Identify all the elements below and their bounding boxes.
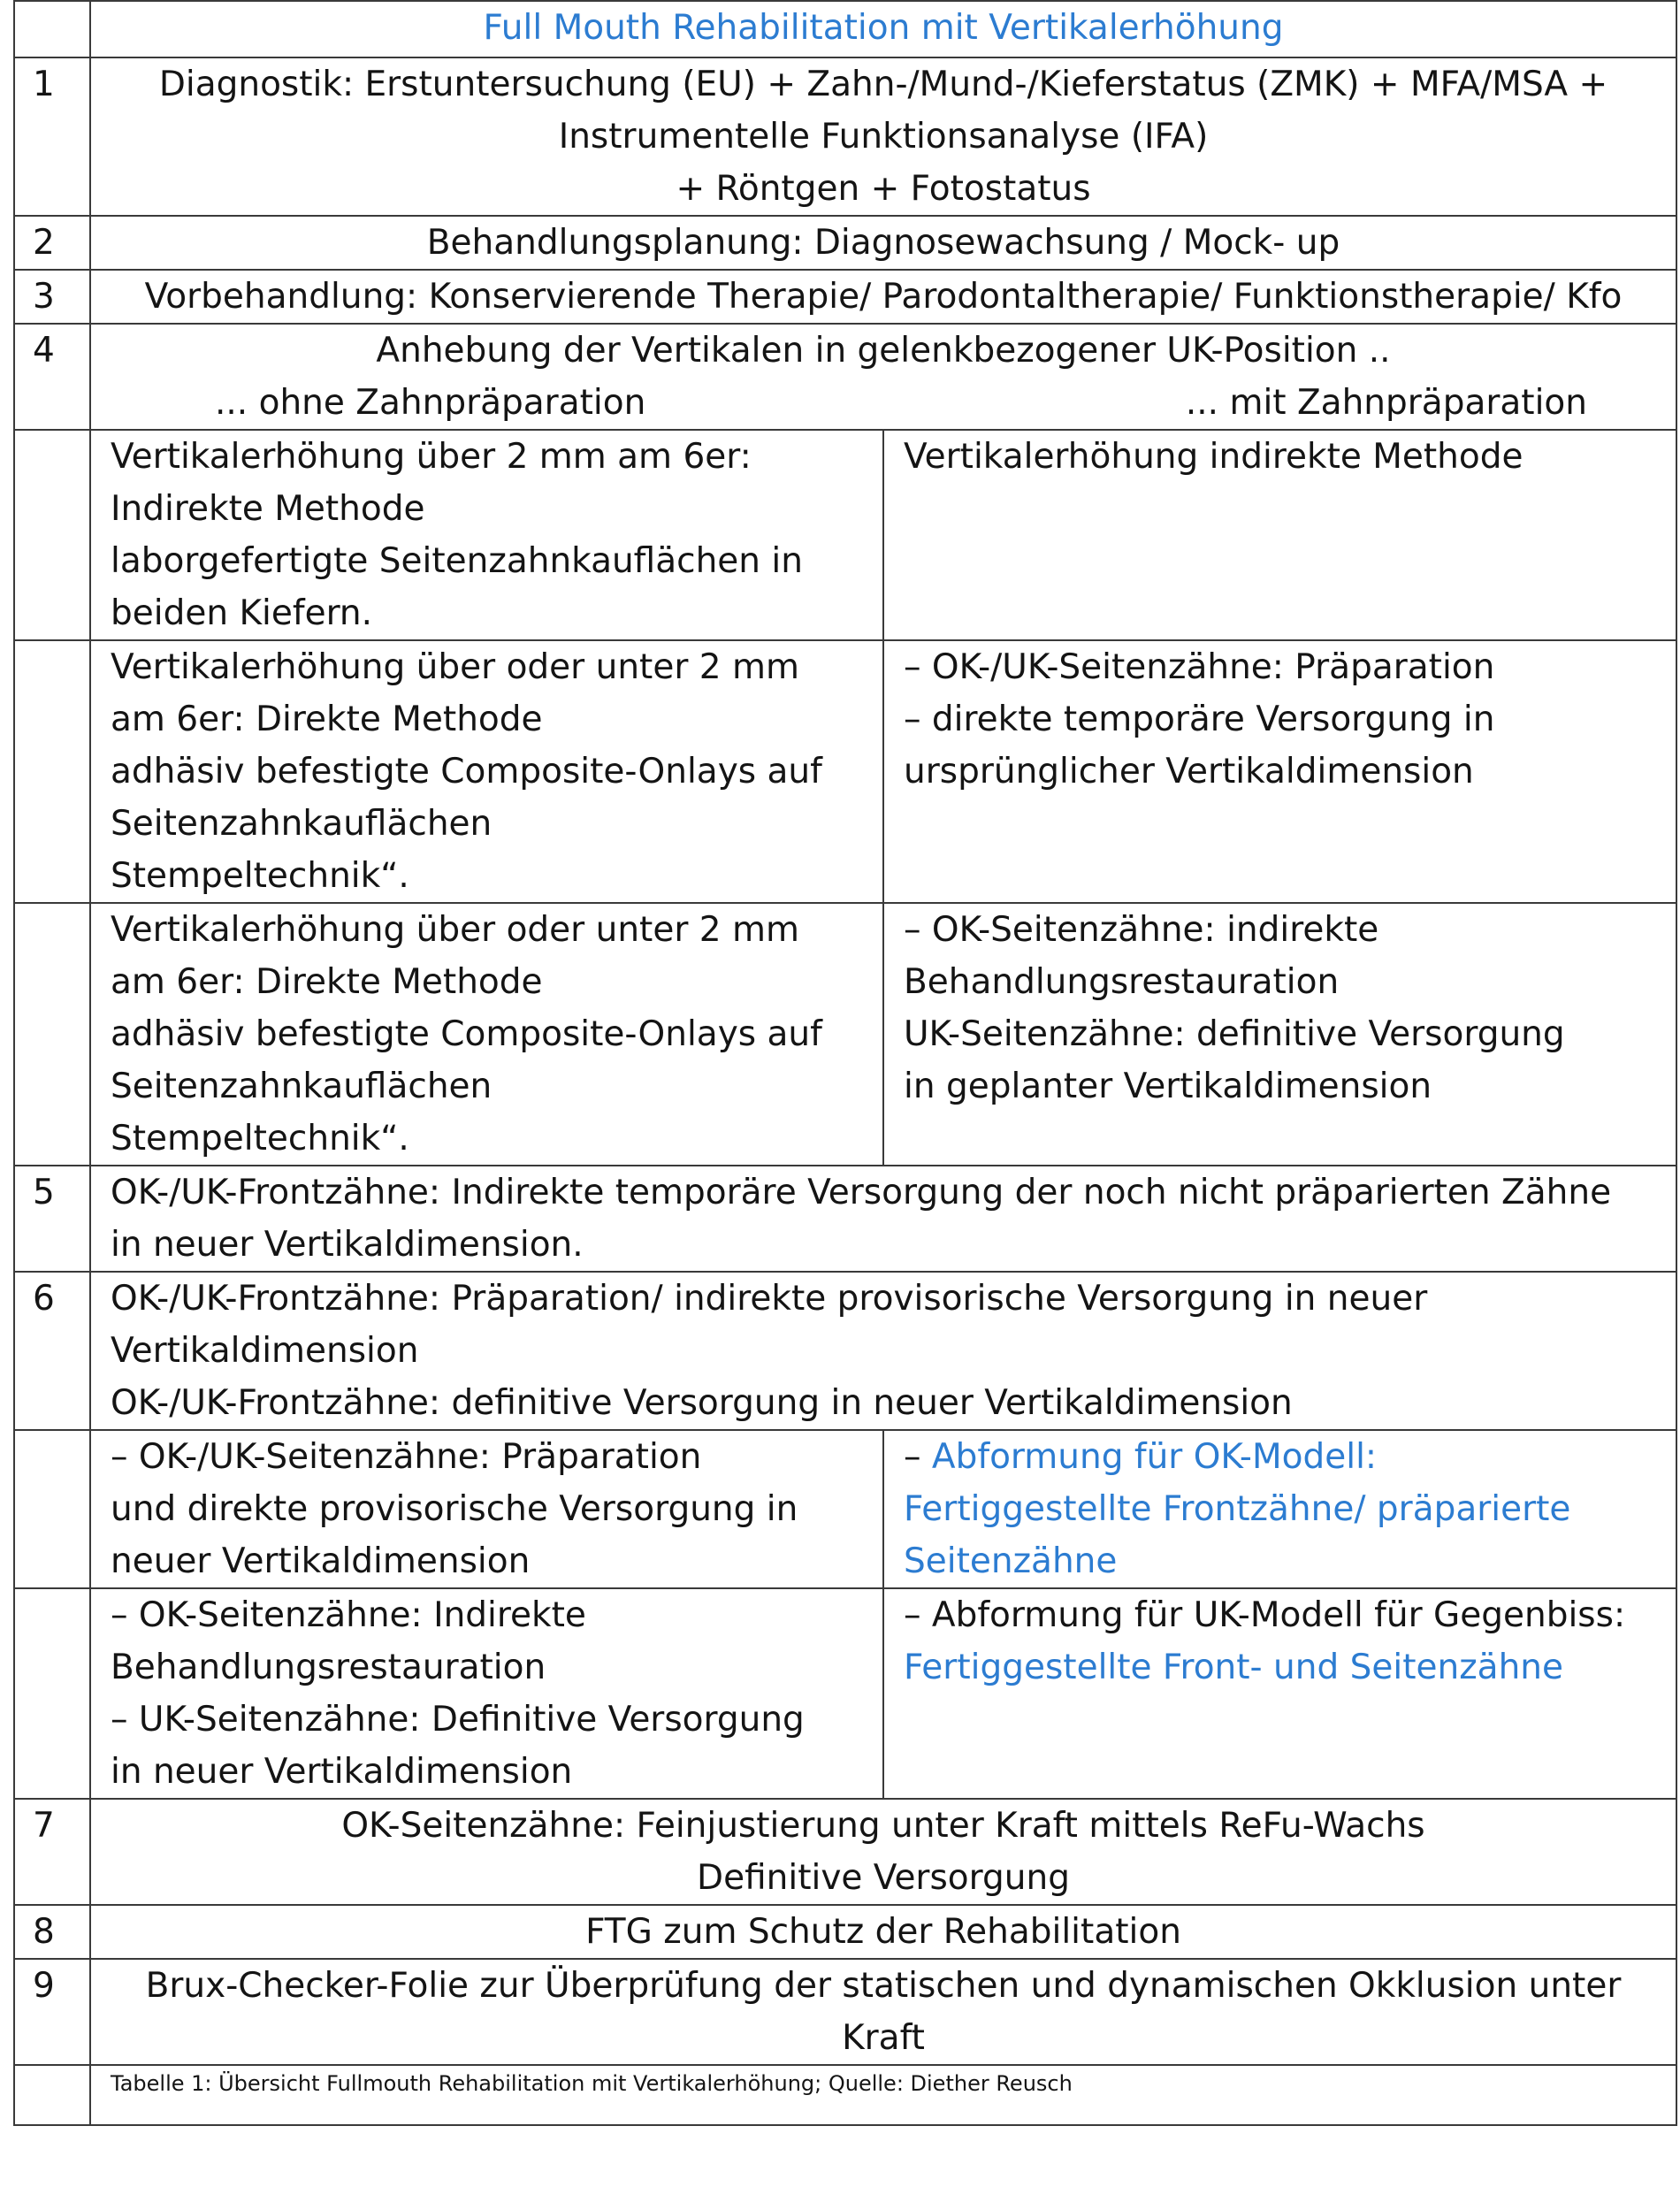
- title-row: [14, 1, 1676, 57]
- pair-left-cell: [90, 1588, 883, 1799]
- highlighted-text: Abformung für OK-Modell:: [931, 1437, 1378, 1477]
- empty-num-cell: [14, 1588, 90, 1799]
- pair-text-line: – OK-/UK-Seitenzähne: Präparation: [904, 647, 1495, 687]
- pair-text-line: Behandlungsrestauration: [904, 962, 1340, 1002]
- pair-left-cell: [90, 1430, 883, 1588]
- empty-num-cell: [14, 640, 90, 903]
- step-row-4: [14, 324, 1676, 430]
- pair-text-line: adhäsiv befestigte Composite-Onlays auf: [111, 752, 822, 791]
- pair-text-line: ursprünglicher Vertikaldimension: [904, 752, 1474, 791]
- pair-right-cell: [883, 1430, 1676, 1588]
- step-5-line-2: in neuer Vertikaldimension.: [111, 1225, 584, 1265]
- pair-text-line: adhäsiv befestigte Composite-Onlays auf: [111, 1014, 822, 1054]
- step-8-text: FTG zum Schutz der Rehabilitation: [585, 1912, 1181, 1952]
- highlighted-text: Fertiggestellte Front- und Seitenzähne: [904, 1648, 1564, 1687]
- step-4-text: Anhebung der Vertikalen in gelenkbezogener UK-Position ..: [376, 331, 1391, 371]
- pair-text-line: Stempeltechnik“.: [111, 1119, 409, 1159]
- pair-text-line: Seitenzahnkauflächen: [111, 804, 493, 844]
- step-row-1: [14, 57, 1676, 216]
- step-number: 4: [14, 324, 90, 430]
- pair-text-line: Indirekte Methode: [111, 489, 425, 529]
- pair-text-line: Behandlungsrestauration: [111, 1648, 546, 1687]
- pair-text-line: Vertikalerhöhung über 2 mm am 6er:: [111, 437, 752, 477]
- pair-right-cell: [883, 430, 1676, 640]
- step-row-3: [14, 270, 1676, 324]
- step-row-6: [14, 1272, 1676, 1430]
- table-title-cell: [90, 1, 1676, 57]
- step-number: 3: [14, 270, 90, 324]
- pair-text-line: Stempeltechnik“.: [111, 856, 409, 896]
- pair-text-line: am 6er: Direkte Methode: [111, 962, 543, 1002]
- pair-text-line: Vertikalerhöhung über oder unter 2 mm: [111, 910, 799, 950]
- step-row-5: [14, 1166, 1676, 1272]
- step-2-content: [90, 216, 1676, 270]
- table-caption: Tabelle 1: Übersicht Fullmouth Rehabilitation mit Vertikalerhöhung; Quelle: Diether Reusch: [111, 2071, 1073, 2096]
- step-7-content: [90, 1799, 1676, 1905]
- pair-text-line: Seitenzahnkauflächen: [111, 1067, 493, 1106]
- empty-num-cell: [14, 903, 90, 1166]
- step-row-7: [14, 1799, 1676, 1905]
- pair-left-cell: [90, 640, 883, 903]
- step-1-content: [90, 57, 1676, 216]
- step-4-subheadings: [91, 377, 1676, 429]
- step-6-line-3: OK-/UK-Frontzähne: definitive Versorgung in neuer Vertikaldimension: [111, 1383, 1293, 1423]
- step-9-line-2: Kraft: [842, 2018, 925, 2058]
- step-7-line-1: OK-Seitenzähne: Feinjustierung unter Kraft mittels ReFu-Wachs: [341, 1806, 1425, 1846]
- empty-num-cell: [14, 1430, 90, 1588]
- pair-right-cell: [883, 903, 1676, 1166]
- dash-prefix: –: [904, 1437, 932, 1477]
- pair-text-line: und direkte provisorische Versorgung in: [111, 1489, 798, 1529]
- step-row-9: [14, 1959, 1676, 2065]
- pair-text-line: in geplanter Vertikaldimension: [904, 1067, 1432, 1106]
- step-number: 8: [14, 1905, 90, 1959]
- step-number: 5: [14, 1166, 90, 1272]
- step-6-pair-1: [14, 1430, 1676, 1588]
- pair-text-line: – Abformung für UK-Modell für Gegenbiss:: [904, 1595, 1626, 1635]
- step-number: 2: [14, 216, 90, 270]
- pair-text-line: in neuer Vertikaldimension: [111, 1752, 573, 1792]
- pair-left-cell: [90, 903, 883, 1166]
- pair-text-line: Vertikalerhöhung über oder unter 2 mm: [111, 647, 799, 687]
- pair-right-cell: [883, 640, 1676, 903]
- pair-text-line: am 6er: Direkte Methode: [111, 700, 543, 739]
- pair-text-line: – OK-Seitenzähne: indirekte: [904, 910, 1379, 950]
- step-2-text: Behandlungsplanung: Diagnosewachsung / Mock- up: [426, 223, 1340, 263]
- step-number: 6: [14, 1272, 90, 1430]
- step-number: 9: [14, 1959, 90, 2065]
- pair-left-cell: [90, 430, 883, 640]
- pair-text-line: neuer Vertikaldimension: [111, 1541, 531, 1581]
- step-6-content: [90, 1272, 1676, 1430]
- rehabilitation-table: [13, 0, 1677, 2126]
- pair-text-line: – direkte temporäre Versorgung in: [904, 700, 1495, 739]
- step-6-line-1: OK-/UK-Frontzähne: Präparation/ indirekte provisorische Versorgung in neuer: [111, 1279, 1428, 1319]
- pair-text-line: beiden Kiefern.: [111, 593, 373, 633]
- empty-num-cell: [14, 430, 90, 640]
- pair-text-line: – OK-/UK-Seitenzähne: Präparation: [111, 1437, 702, 1477]
- pair-text-line: UK-Seitenzähne: definitive Versorgung: [904, 1014, 1565, 1054]
- step-1-line-1: Diagnostik: Erstuntersuchung (EU) + Zahn-/Mund-/Kieferstatus (ZMK) + MFA/MSA +: [158, 65, 1608, 104]
- step-4-pair-3: [14, 903, 1676, 1166]
- step-5-line-1: OK-/UK-Frontzähne: Indirekte temporäre Versorgung der noch nicht präparierten Zähne: [111, 1173, 1612, 1212]
- step-4-left-subheading: ... ohne Zahnpräparation: [215, 383, 646, 423]
- step-row-8: [14, 1905, 1676, 1959]
- table-caption-cell: [90, 2065, 1676, 2125]
- step-4-content: [90, 324, 1676, 430]
- step-3-text: Vorbehandlung: Konservierende Therapie/ Parodontaltherapie/ Funktionstherapie/ Kfo: [144, 277, 1623, 317]
- step-number: 1: [14, 57, 90, 216]
- step-4-pair-1: [14, 430, 1676, 640]
- step-7-line-2: Definitive Versorgung: [697, 1858, 1070, 1898]
- step-6-pair-2: [14, 1588, 1676, 1799]
- highlighted-text: Fertiggestellte Frontzähne/ präparierte: [904, 1489, 1571, 1529]
- title-num-cell: [14, 1, 90, 57]
- step-9-line-1: Brux-Checker-Folie zur Überprüfung der statischen und dynamischen Okklusion unter: [145, 1966, 1622, 2006]
- step-8-content: [90, 1905, 1676, 1959]
- step-number: 7: [14, 1799, 90, 1905]
- step-3-content: [90, 270, 1676, 324]
- pair-text-line: Vertikalerhöhung indirekte Methode: [904, 437, 1523, 477]
- step-4-right-subheading: ... mit Zahnpräparation: [1185, 383, 1587, 423]
- empty-num-cell: [14, 2065, 90, 2125]
- pair-text-line: [904, 1431, 1663, 1483]
- pair-text-line: – OK-Seitenzähne: Indirekte: [111, 1595, 586, 1635]
- step-1-line-2: Instrumentelle Funktionsanalyse (IFA): [558, 117, 1209, 157]
- rehabilitation-table-sheet: [13, 0, 1676, 2126]
- pair-text-line: – UK-Seitenzähne: Definitive Versorgung: [111, 1700, 805, 1740]
- step-1-line-3: + Röntgen + Fotostatus: [676, 169, 1091, 209]
- pair-text-line: laborgefertigte Seitenzahnkauflächen in: [111, 541, 803, 581]
- step-5-content: [90, 1166, 1676, 1272]
- step-6-line-2: Vertikaldimension: [111, 1331, 419, 1371]
- step-row-2: [14, 216, 1676, 270]
- step-4-pair-2: [14, 640, 1676, 903]
- step-9-content: [90, 1959, 1676, 2065]
- pair-right-cell: [883, 1588, 1676, 1799]
- table-title: Full Mouth Rehabilitation mit Vertikalerhöhung: [483, 8, 1284, 48]
- highlighted-text: Seitenzähne: [904, 1541, 1118, 1581]
- caption-row: [14, 2065, 1676, 2125]
